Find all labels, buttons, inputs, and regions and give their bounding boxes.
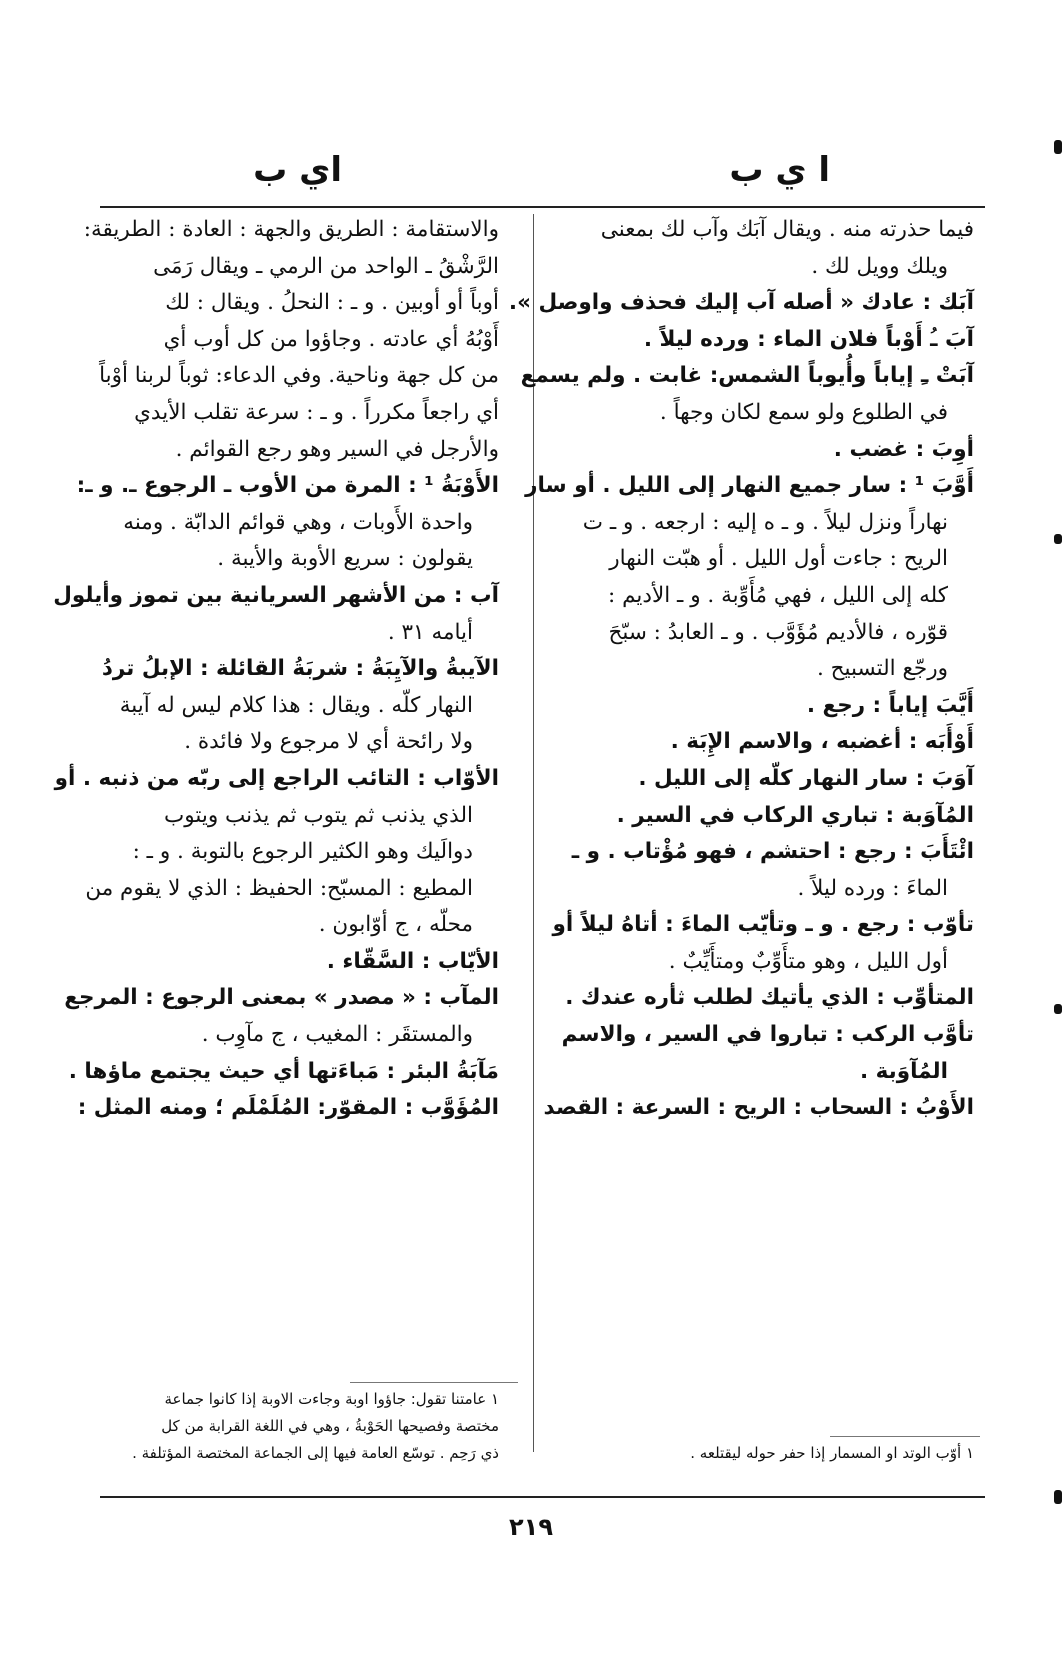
- entry-line: أي راجعاً مكرراً . و ـ : سرعة تقلب الأيدي: [134, 399, 499, 425]
- entry-line: ولا رائحة أي لا مرجوع ولا فائدة .: [184, 729, 473, 755]
- footnote-line: ١ أوّب الوتد او المسمار إذا حفر حوله ليقتلعه .: [690, 1444, 974, 1462]
- entry-line: من كل جهة وناحية. وفي الدعاء: ثوباً لربنا أوْباً: [99, 363, 499, 389]
- left-column: [53, 212, 499, 1127]
- entry-line: الآيبةُ والآيِبَةُ : شربَةُ القائلة : الإبلُ تردُ: [101, 656, 499, 682]
- entry-line: دوالَيك وهو الكثير الرجوع بالتوبة . و ـ :: [132, 839, 473, 865]
- footnote-rule-right: [830, 1436, 980, 1437]
- scan-edge-mark: [1054, 534, 1062, 544]
- entry-line: الذي يذنب ثم يتوب ثم يذنب ويتوب: [164, 802, 473, 828]
- entry-line: واحدة الأَوبات ، وهي قوائم الدابّة . ومنه: [123, 509, 473, 535]
- entry-line: الأَوْبُ : السحاب : الريح : السرعة : القصد: [543, 1095, 974, 1121]
- entry-line: ويلك وويل لك .: [811, 253, 948, 279]
- entry-line: أيامه ٣١ .: [387, 619, 473, 645]
- right-column: [508, 212, 974, 1127]
- entry-line: المطيع : المسبّح: الحفيظ : الذي لا يقوم من: [85, 875, 473, 901]
- running-head-left: اي ب: [253, 150, 342, 190]
- entry-line: النهار كلّه . ويقال : هذا كلام ليس له آيبة: [119, 692, 473, 718]
- scan-edge-mark: [1054, 140, 1062, 154]
- footnote-rule-left: [350, 1382, 518, 1383]
- entry-line: قوّره ، فالأديم مُؤَوَّب . و ـ العابدُ : سبّحَ: [608, 619, 948, 645]
- entry-line: ائْتَأَبَ : رجع : احتشم ، فهو مُؤْتاب . و ـ: [571, 839, 974, 865]
- entry-line: آب : من الأشهر السريانية بين تموز وأيلول: [53, 582, 499, 608]
- entry-line: نهاراً ونزل ليلاً . و ـ ه إليه : ارجعه . و ـ ت: [582, 509, 948, 535]
- entry-line: آبَ ـُ أَوْباً فلان الماء : ورده ليلاً .: [643, 326, 974, 352]
- entry-line: والأرجل في السير وهو رجع القوائم .: [175, 436, 499, 462]
- entry-line: في الطلوع ولو سمع لكان وجهاً .: [659, 399, 948, 425]
- entry-line: المُؤَوَّب : المقوّر: المُلَمْلَم ؛ ومنه المثل :: [77, 1095, 499, 1121]
- page-bottom-rule: [100, 1496, 985, 1498]
- entry-line: المُآوَبة .: [859, 1058, 948, 1084]
- entry-line: آبَك : عادك « أصله آب إليك فحذف واوصل ».: [508, 290, 974, 316]
- entry-line: المتأوِّب : الذي يأتيك لطلب ثأره عندك .: [565, 985, 974, 1011]
- entry-line: المآب : « مصدر » بمعنى الرجوع : المرجع: [64, 985, 499, 1011]
- entry-line: آوَبَ : سار النهار كلّه إلى الليل .: [638, 765, 974, 791]
- entry-line: أَوْبُهُ أي عادته . وجاؤوا من كل أوب أي: [163, 326, 499, 352]
- entry-line: ورجّع التسبيح .: [816, 656, 948, 682]
- footnote-line: مختصة وفصيحها الحَوْبةُ ، وهي في اللغة القرابة من كل: [161, 1417, 499, 1435]
- entry-line: أَوَّبَ ¹ : سار جميع النهار إلى الليل . أو سار: [525, 473, 974, 499]
- entry-line: أول الليل ، وهو متأَوِّبٌ ومتأَيِّبٌ .: [668, 948, 948, 974]
- entry-line: الأيّاب : السَّقّاء .: [326, 948, 499, 974]
- scan-edge-mark: [1054, 1004, 1062, 1014]
- entry-line: الأوّاب : التائب الراجع إلى ربّه من ذنبه . أو: [54, 765, 499, 791]
- entry-line: فيما حذرته منه . ويقال آبَك وآب لك بمعنى: [600, 217, 974, 242]
- entry-line: يقولون : سريع الأوبة والأيبة .: [217, 546, 473, 572]
- entry-line: مَآبَةُ البئر : مَباءَتها أي حيث يجتمع ماؤها .: [68, 1058, 499, 1084]
- entry-line: آبَتْ ـِ إياباً وأُيوباً الشمس: غابت . ولم يسمع: [520, 363, 974, 389]
- entry-line: أوِبَ : غضب .: [833, 436, 974, 462]
- footnote-left: [79, 1386, 499, 1467]
- entry-line: المُآوَبة : تباري الركاب في السير .: [616, 802, 974, 828]
- footnote-line: ذي رَحِم . توسّع العامة فيها إلى الجماعة المختصة المؤتلفة .: [132, 1444, 499, 1462]
- scan-edge-mark: [1054, 1490, 1062, 1504]
- entry-line: والمستقَر : المغيب ، ج مآوِب .: [201, 1022, 473, 1048]
- entry-line: أَيَّبَ إياباً : رجع .: [806, 692, 974, 718]
- column-divider: [533, 214, 534, 1452]
- entry-line: الرَّشْقُ ـ الواحد من الرمي ـ ويقال رَمَى: [153, 253, 499, 279]
- entry-line: أَوْأَبَه : أغضبه ، والاسم الإِبَة .: [670, 729, 974, 755]
- entry-line: والاستقامة : الطريق والجهة : العادة : الطريقة:: [83, 217, 499, 242]
- entry-line: الأَوْبَةُ ¹ : المرة من الأوب ـ الرجوع ـ. و ـ:: [76, 473, 499, 499]
- entry-line: تأوَّب الركب : تباروا في السير ، والاسم: [561, 1022, 974, 1048]
- entry-line: الماءَ : ورده ليلاً .: [797, 875, 948, 901]
- header-rule: [100, 206, 985, 208]
- footnote-line: ١ عامتنا تقول: جاؤوا اوبة وجاءت الاوبة إذا كانوا جماعة: [164, 1390, 499, 1408]
- page-number: ٢١٩: [509, 1513, 553, 1541]
- entry-line: تأوّب : رجع . و ـ وتأيّب الماءَ : أتاهُ ليلاً أو: [552, 912, 974, 938]
- footnote-right: [554, 1440, 974, 1467]
- entry-line: أوباً أو أوبين . و ـ : النحلُ . ويقال : لك: [165, 290, 499, 316]
- entry-line: كله إلى الليل ، فهي مُأَوِّبة . و ـ الأديم :: [608, 582, 948, 608]
- running-head-right: ا ي ب: [729, 150, 830, 190]
- entry-line: محلّه ، ج أوّابون .: [318, 912, 473, 938]
- entry-line: الريح : جاءت أول الليل . أو هبّت النهار: [609, 546, 948, 572]
